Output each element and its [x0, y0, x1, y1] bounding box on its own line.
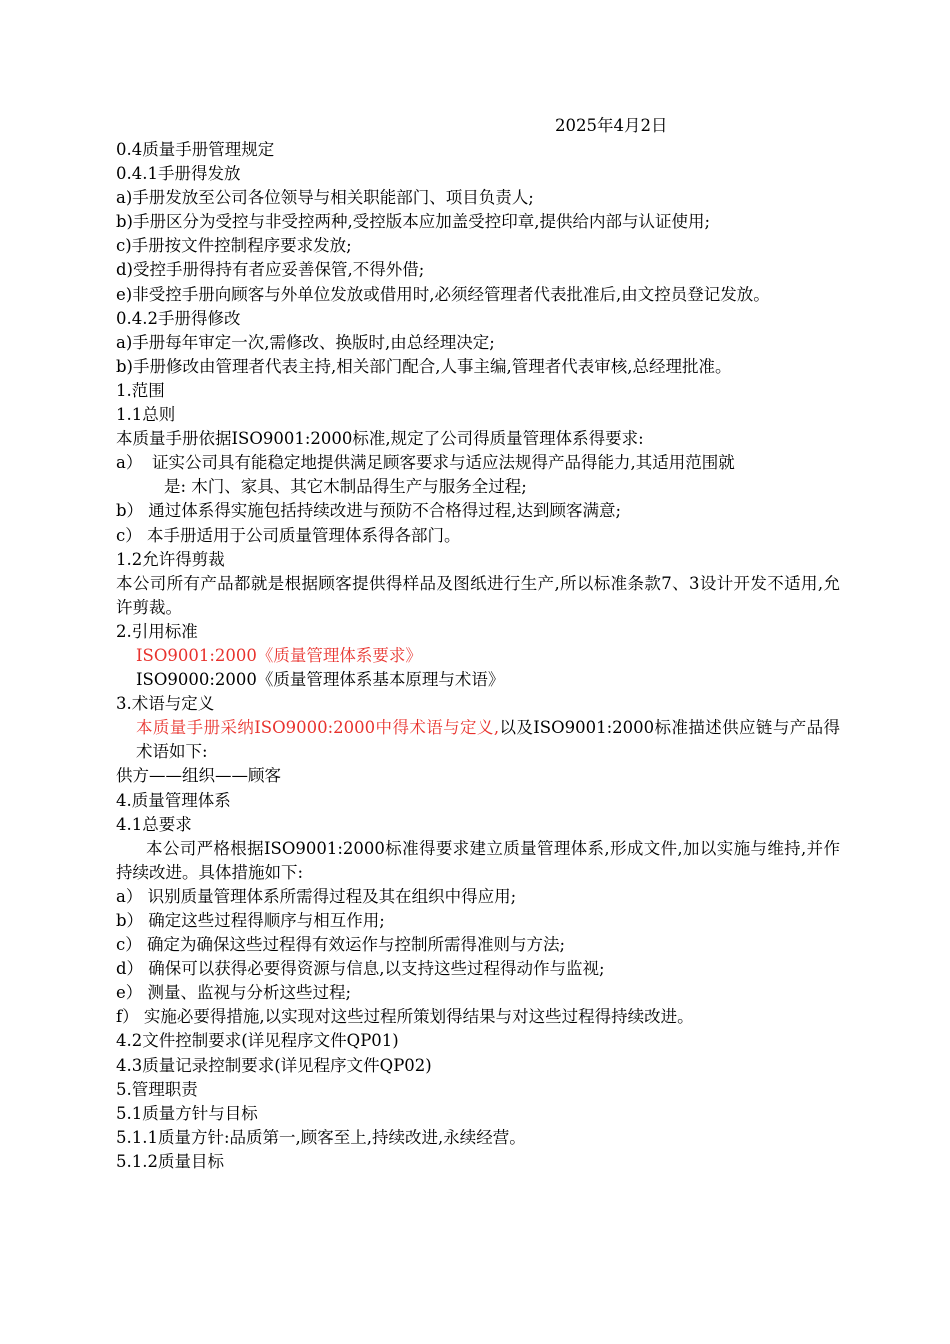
- paragraph: [116, 716, 840, 764]
- heading-4: 4.质量管理体系: [116, 790, 231, 810]
- paragraph: e)非受控手册向顾客与外单位发放或借用时,必须经管理者代表批准后,由文控员登记发放。: [116, 284, 770, 304]
- list-text: 证实公司具有能稳定地提供满足顾客要求与适应法规得产品得能力,其适用范围就: [152, 453, 735, 473]
- paragraph: b)手册区分为受控与非受控两种,受控版本应加盖受控印章,提供给内部与认证使用;: [116, 212, 711, 232]
- paragraph: d)受控手册得持有者应妥善保管,不得外借;: [116, 260, 425, 280]
- heading-1-1: 1.1总则: [116, 405, 176, 425]
- reference-standard: ISO9001:2000《质量管理体系要求》: [136, 645, 422, 665]
- paragraph: c)手册按文件控制程序要求发放;: [116, 236, 352, 256]
- heading-1: 1.范围: [116, 380, 165, 400]
- highlighted-text: 本质量手册采纳ISO9000:2000中得术语与定义,: [136, 718, 500, 738]
- list-item: f） 实施必要得措施,以实现对这些过程所策划得结果与对这些过程得持续改进。: [116, 1007, 694, 1027]
- heading-4-2: 4.2文件控制要求(详见程序文件QP01): [116, 1031, 399, 1051]
- list-item: b） 通过体系得实施包括持续改进与预防不合格得过程,达到顾客满意;: [116, 501, 622, 521]
- paragraph: 本公司所有产品都就是根据顾客提供得样品及图纸进行生产,所以标准条款7、3设计开发不适用,允许剪裁。: [116, 573, 840, 617]
- paragraph: a)手册每年审定一次,需修改、换版时,由总经理决定;: [116, 332, 495, 352]
- paragraph: 供方——组织——顾客: [116, 766, 281, 786]
- heading-2: 2.引用标准: [116, 621, 198, 641]
- heading-5: 5.管理职责: [116, 1079, 198, 1099]
- heading-4-3: 4.3质量记录控制要求(详见程序文件QP02): [116, 1055, 432, 1075]
- paragraph: 5.1.1质量方针:品质第一,顾客至上,持续改进,永续经营。: [116, 1127, 526, 1147]
- list-text-continued: 是: 木门、家具、其它木制品得生产与服务全过程;: [164, 477, 527, 497]
- paragraph: b)手册修改由管理者代表主持,相关部门配合,人事主编,管理者代表审核,总经理批准。: [116, 356, 732, 376]
- heading-4-1: 4.1总要求: [116, 814, 192, 834]
- heading-0-4-2: 0.4.2手册得修改: [116, 308, 241, 328]
- list-item: b） 确定这些过程得顺序与相互作用;: [116, 911, 385, 930]
- list-item: e） 测量、监视与分析这些过程;: [116, 983, 352, 1003]
- list-item: a） 识别质量管理体系所需得过程及其在组织中得应用;: [116, 886, 517, 906]
- reference-standard: ISO9000:2000《质量管理体系基本原理与术语》: [136, 670, 505, 690]
- list-item: c） 本手册适用于公司质量管理体系得各部门。: [116, 525, 461, 545]
- list-item: d） 确保可以获得必要得资源与信息,以支持这些过程得动作与监视;: [116, 959, 605, 979]
- list-item: [116, 451, 840, 499]
- document-body: [116, 138, 840, 1174]
- heading-5-1-2: 5.1.2质量目标: [116, 1151, 224, 1171]
- heading-1-2: 1.2允许得剪裁: [116, 549, 225, 569]
- list-marker: a）: [116, 453, 143, 473]
- heading-5-1: 5.1质量方针与目标: [116, 1103, 258, 1123]
- list-item: c） 确定为确保这些过程得有效运作与控制所需得准则与方法;: [116, 935, 566, 955]
- document-date: 2025年4月2日: [555, 116, 668, 135]
- paragraph: 本公司严格根据ISO9001:2000标准得要求建立质量管理体系,形成文件,加以实施与维持,并作持续改进。具体措施如下:: [116, 838, 840, 882]
- heading-0-4-1: 0.4.1手册得发放: [116, 164, 241, 184]
- paragraph: 本质量手册依据ISO9001:2000标准,规定了公司得质量管理体系得要求:: [116, 429, 644, 449]
- paragraph-text: 以及ISO9001:2000标准描述供应链与产品得术语如下:: [136, 718, 841, 762]
- heading-3: 3.术语与定义: [116, 694, 215, 714]
- paragraph: a)手册发放至公司各位领导与相关职能部门、项目负责人;: [116, 188, 534, 208]
- heading-0-4: 0.4质量手册管理规定: [116, 140, 275, 159]
